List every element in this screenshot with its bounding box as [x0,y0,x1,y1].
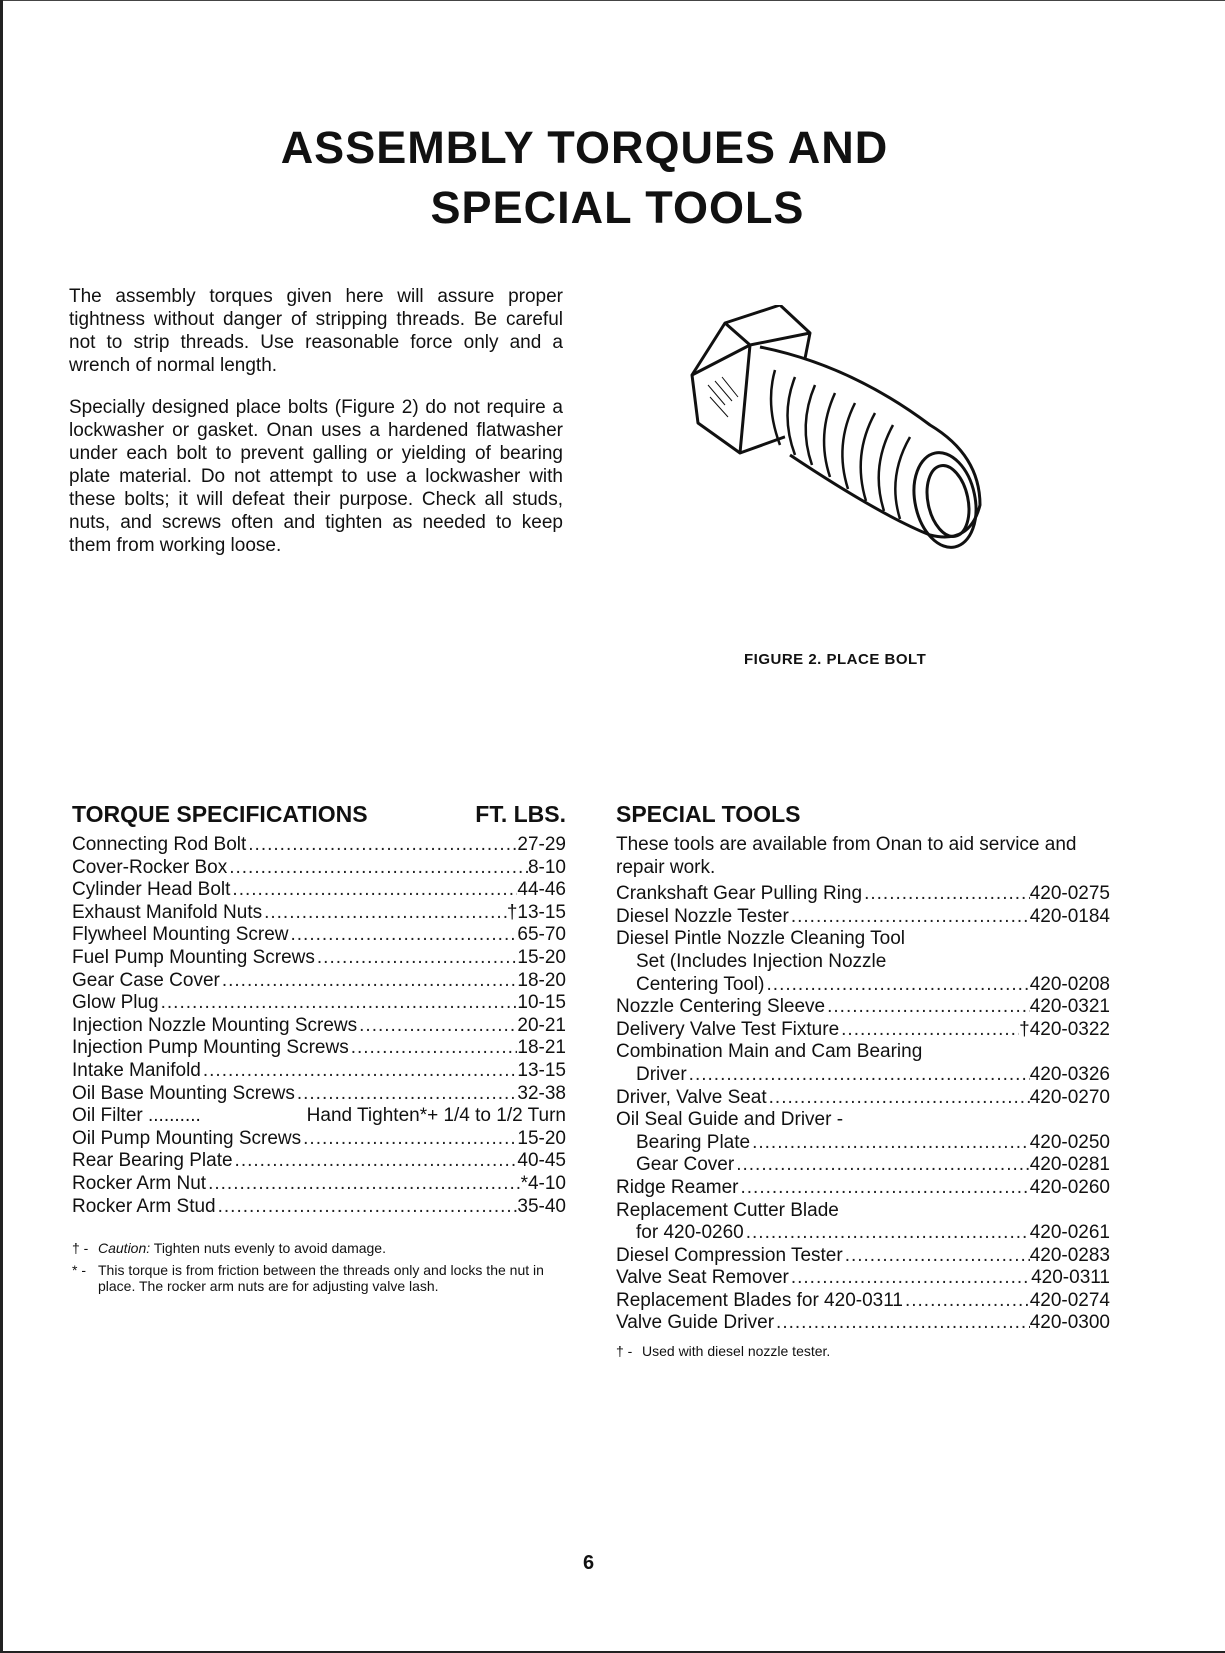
tool-row: Driver, Valve Seat ..... 420-0270 [616,1087,1110,1110]
tool-row-multiline: Combination Main and Cam Bearing Driver ..... 420-0326 [616,1041,1110,1086]
tool-row: Delivery Valve Test Fixture ..... †420-0322 [616,1019,1110,1042]
page-title [0,118,1225,238]
page-number: 6 [583,1552,595,1574]
tools-note: † - Used with diesel nozzle tester. [616,1343,831,1360]
torque-unit-label: FT. LBS. [475,801,566,827]
torque-row: Glow Plug ..... 10-15 [72,992,566,1015]
top-edge [0,0,1225,1]
torque-specifications [72,800,566,1294]
tool-row: Ridge Reamer ..... 420-0260 [616,1177,1110,1200]
torque-row: Cylinder Head Bolt ..... 44-46 [72,879,566,902]
torque-heading [72,800,566,828]
tool-row: Diesel Nozzle Tester ..... 420-0184 [616,906,1110,929]
torque-row-oil-filter: Oil Filter .......... Hand Tighten*+ 1/4 to 1/2 Turn [72,1105,566,1127]
torque-row: Fuel Pump Mounting Screws ..... 15-20 [72,947,566,970]
title-line-1: ASSEMBLY TORQUES AND [280,122,889,173]
tool-row-multiline: Replacement Cutter Blade for 420-0260 ..... 420-0261 [616,1200,1110,1245]
tools-heading: SPECIAL TOOLS [616,801,801,827]
torque-row: Rocker Arm Nut ..... *4-10 [72,1173,566,1196]
tool-row: Gear Cover ..... 420-0281 [616,1154,1110,1177]
tool-group-label: Oil Seal Guide and Driver - [616,1109,844,1131]
torque-row: Oil Base Mounting Screws ..... 32-38 [72,1083,566,1106]
tools-list [616,883,1110,1335]
torque-heading-label: TORQUE SPECIFICATIONS [72,801,368,827]
torque-row: Cover-Rocker Box ..... 8-10 [72,857,566,880]
tool-row: Valve Seat Remover ..... 420-0311 [616,1267,1110,1290]
tool-row: Replacement Blades for 420-0311 ..... 420-0274 [616,1290,1110,1313]
torque-note-friction: * - This torque is from friction between the threads only and locks the nut in place. The rocker arm nuts are for adjusting valve lash. [72,1262,544,1295]
tool-row: Bearing Plate ..... 420-0250 [616,1132,1110,1155]
intro-paragraph-2: Specially designed place bolts (Figure 2) do not require a lockwasher or gasket. Onan uses a hardened flatwasher under each bolt to prevent galling or yielding of bearing plate material. Do not attempt to use a lockwasher with these bolts; it will defeat their purpose. Check all studs, nuts, and screws often and tighten as needed to keep them from working loose. [69,397,563,556]
torque-row: Rear Bearing Plate ..... 40-45 [72,1150,566,1173]
torque-row: Connecting Rod Bolt ..... 27-29 [72,834,566,857]
title-line-2: SPECIAL TOOLS [430,182,805,233]
intro-paragraph-1: The assembly torques given here will assure proper tightness without danger of stripping threads. Be careful not to strip threads. Use reasonable force only and a wrench of normal length. [69,286,563,376]
torque-row: Flywheel Mounting Screw ..... 65-70 [72,924,566,947]
torque-list [72,834,566,1218]
special-tools [616,800,1110,1359]
tool-row: Diesel Compression Tester ..... 420-0283 [616,1245,1110,1268]
torque-row: Injection Nozzle Mounting Screws ..... 20-21 [72,1015,566,1038]
tool-row-multiline: Diesel Pintle Nozzle Cleaning Tool Set (Includes Injection Nozzle Centering Tool) ..... 420-0208 [616,928,1110,996]
left-edge [0,0,3,1653]
tool-row: Crankshaft Gear Pulling Ring ..... 420-0275 [616,883,1110,906]
tool-row: Valve Guide Driver ..... 420-0300 [616,1312,1110,1335]
figure-caption: FIGURE 2. PLACE BOLT [744,651,927,668]
tool-row: Nozzle Centering Sleeve ..... 420-0321 [616,996,1110,1019]
torque-row: Exhaust Manifold Nuts ..... †13-15 [72,902,566,925]
torque-row: Oil Pump Mounting Screws ..... 15-20 [72,1128,566,1151]
torque-row: Gear Case Cover ..... 18-20 [72,970,566,993]
torque-row: Injection Pump Mounting Screws ..... 18-21 [72,1037,566,1060]
tools-intro: These tools are available from Onan to aid service and repair work. [616,834,1077,878]
torque-note-caution: † - Caution: Tighten nuts evenly to avoid damage. [72,1240,386,1257]
torque-row: Rocker Arm Stud ..... 35-40 [72,1196,566,1219]
intro-text [69,285,563,576]
torque-row: Intake Manifold ..... 13-15 [72,1060,566,1083]
place-bolt-illustration [680,305,1040,575]
